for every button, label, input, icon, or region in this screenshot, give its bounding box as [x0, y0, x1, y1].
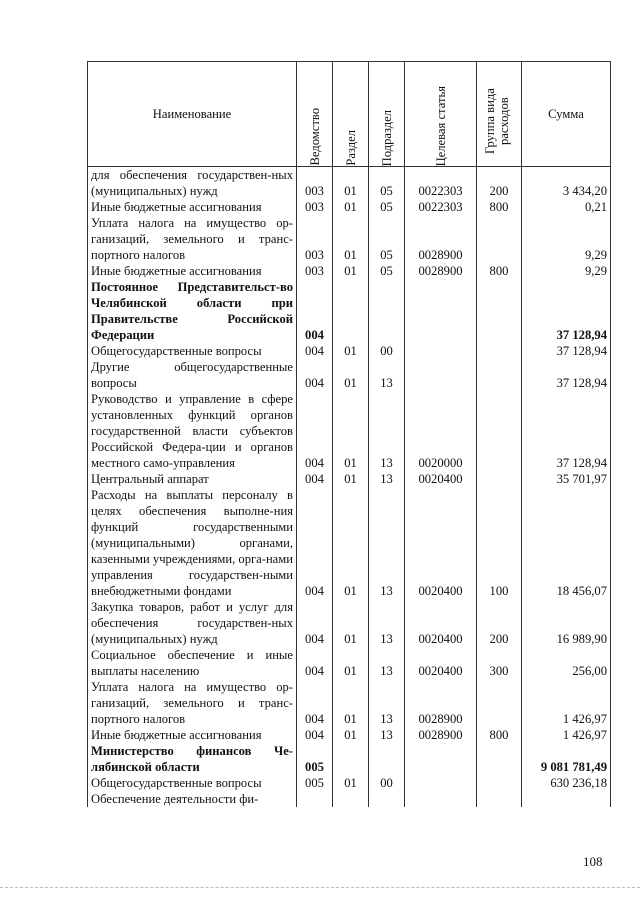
table-row [88, 343, 611, 359]
header-celevaya-label: Целевая статья [433, 85, 448, 166]
cell-celevaya: 0022303 [405, 199, 477, 215]
cell-name: Уплата налога на имущество ор-ганизаций, земельного и транс-портного налогов [88, 679, 297, 727]
cell-name: Обеспечение деятельности фи- [88, 791, 297, 807]
cell-podrazdel: 05 [369, 167, 405, 200]
cell-razdel: 01 [333, 679, 369, 727]
cell-celevaya: 0020400 [405, 487, 477, 599]
cell-podrazdel: 05 [369, 263, 405, 279]
header-name-label: Наименование [152, 107, 232, 121]
header-vedomstvo [297, 62, 333, 167]
cell-summa: 37 128,94 [522, 279, 611, 343]
cell-gruppa [477, 471, 522, 487]
cell-summa: 35 701,97 [522, 471, 611, 487]
cell-podrazdel: 13 [369, 359, 405, 391]
cell-gruppa [477, 279, 522, 343]
cell-podrazdel: 00 [369, 775, 405, 791]
cell-celevaya: 0022303 [405, 167, 477, 200]
cell-vedomstvo: 004 [297, 359, 333, 391]
cell-razdel: 01 [333, 359, 369, 391]
cell-celevaya: 0020400 [405, 647, 477, 679]
cell-name: Министерство финансов Че-лябинской области [88, 743, 297, 775]
cell-summa: 37 128,94 [522, 391, 611, 471]
cell-vedomstvo: 003 [297, 199, 333, 215]
cell-celevaya [405, 343, 477, 359]
cell-celevaya: 0028900 [405, 727, 477, 743]
cell-podrazdel: 13 [369, 647, 405, 679]
cell-summa: 16 989,90 [522, 599, 611, 647]
cell-summa: 1 426,97 [522, 727, 611, 743]
cell-celevaya [405, 775, 477, 791]
cell-razdel: 01 [333, 391, 369, 471]
cell-podrazdel [369, 743, 405, 775]
cell-name: Уплата налога на имущество ор-ганизаций, земельного и транс-портного налогов [88, 215, 297, 263]
cell-gruppa: 100 [477, 487, 522, 599]
budget-table [87, 61, 611, 807]
cell-celevaya [405, 279, 477, 343]
cell-razdel: 01 [333, 487, 369, 599]
cell-name: Общегосударственные вопросы [88, 775, 297, 791]
table-row [88, 743, 611, 775]
header-razdel [333, 62, 369, 167]
table-row [88, 679, 611, 727]
cell-name: Закупка товаров, работ и услуг для обеспечения государствен-ных (муниципальных) нужд [88, 599, 297, 647]
cell-vedomstvo: 004 [297, 679, 333, 727]
cell-name: Иные бюджетные ассигнования [88, 263, 297, 279]
header-name [88, 62, 297, 167]
cell-podrazdel: 05 [369, 199, 405, 215]
cell-gruppa [477, 215, 522, 263]
table-row [88, 279, 611, 343]
cell-summa: 630 236,18 [522, 775, 611, 791]
cell-vedomstvo [297, 791, 333, 807]
cell-celevaya [405, 359, 477, 391]
cell-vedomstvo: 005 [297, 743, 333, 775]
cell-gruppa [477, 359, 522, 391]
cell-vedomstvo: 004 [297, 727, 333, 743]
cell-summa [522, 791, 611, 807]
cell-summa: 37 128,94 [522, 343, 611, 359]
cell-name: Расходы на выплаты персоналу в целях обеспечения выполне-ния функций государственными (муниципальными) органами, казенными учреждениями, орга-нами управления государствен-ными внебюджетными фондами [88, 487, 297, 599]
cell-celevaya [405, 743, 477, 775]
cell-celevaya: 0028900 [405, 215, 477, 263]
cell-name: для обеспечения государствен-ных (муниципальных) нужд [88, 167, 297, 200]
cell-gruppa [477, 391, 522, 471]
header-celevaya [405, 62, 477, 167]
header-summa-label: Сумма [548, 107, 584, 121]
header-summa [522, 62, 611, 167]
cell-summa: 9 081 781,49 [522, 743, 611, 775]
header-podrazdel-label: Подраздел [379, 109, 394, 166]
cell-summa: 9,29 [522, 263, 611, 279]
cell-razdel [333, 791, 369, 807]
cell-vedomstvo: 005 [297, 775, 333, 791]
cell-gruppa [477, 775, 522, 791]
cell-razdel: 01 [333, 471, 369, 487]
cell-gruppa: 800 [477, 727, 522, 743]
cell-vedomstvo: 004 [297, 279, 333, 343]
table-row [88, 167, 611, 200]
cell-vedomstvo: 004 [297, 391, 333, 471]
cell-name: Другие общегосударственные вопросы [88, 359, 297, 391]
table-row [88, 775, 611, 791]
cell-vedomstvo: 004 [297, 599, 333, 647]
cell-razdel: 01 [333, 199, 369, 215]
cell-summa: 9,29 [522, 215, 611, 263]
cell-gruppa: 300 [477, 647, 522, 679]
cell-gruppa: 800 [477, 199, 522, 215]
header-gruppa-label: Группа вида расходов [483, 88, 511, 154]
cell-gruppa: 200 [477, 599, 522, 647]
cell-podrazdel: 13 [369, 599, 405, 647]
cell-gruppa [477, 791, 522, 807]
table-row [88, 263, 611, 279]
cell-vedomstvo: 003 [297, 215, 333, 263]
cell-gruppa [477, 679, 522, 727]
header-gruppa [477, 62, 522, 167]
cell-name: Постоянное Представительст-во Челябинской области при Правительстве Российской Федерации [88, 279, 297, 343]
cell-razdel: 01 [333, 343, 369, 359]
cell-vedomstvo: 003 [297, 167, 333, 200]
cell-gruppa: 800 [477, 263, 522, 279]
header-razdel-label: Раздел [343, 130, 358, 166]
cell-vedomstvo: 003 [297, 263, 333, 279]
cell-name: Иные бюджетные ассигнования [88, 199, 297, 215]
cell-vedomstvo: 004 [297, 343, 333, 359]
cell-podrazdel [369, 279, 405, 343]
cell-name: Иные бюджетные ассигнования [88, 727, 297, 743]
cell-name: Общегосударственные вопросы [88, 343, 297, 359]
cell-summa: 37 128,94 [522, 359, 611, 391]
cell-podrazdel: 00 [369, 343, 405, 359]
table-row [88, 471, 611, 487]
cell-summa: 0,21 [522, 199, 611, 215]
cell-gruppa: 200 [477, 167, 522, 200]
cell-razdel [333, 279, 369, 343]
cell-vedomstvo: 004 [297, 647, 333, 679]
table-row [88, 215, 611, 263]
cell-razdel: 01 [333, 647, 369, 679]
cell-razdel: 01 [333, 215, 369, 263]
cell-razdel [333, 743, 369, 775]
table-row [88, 599, 611, 647]
cell-celevaya [405, 791, 477, 807]
cell-name: Центральный аппарат [88, 471, 297, 487]
table-row [88, 199, 611, 215]
table-row [88, 727, 611, 743]
cell-summa: 256,00 [522, 647, 611, 679]
cell-podrazdel: 13 [369, 471, 405, 487]
cell-celevaya: 0028900 [405, 679, 477, 727]
cell-gruppa [477, 343, 522, 359]
cell-razdel: 01 [333, 727, 369, 743]
cell-celevaya: 0020400 [405, 599, 477, 647]
header-podrazdel [369, 62, 405, 167]
cell-podrazdel: 13 [369, 727, 405, 743]
table-row [88, 647, 611, 679]
header-vedomstvo-label: Ведомство [307, 108, 322, 166]
cell-summa: 3 434,20 [522, 167, 611, 200]
table-header-row [88, 62, 611, 167]
table-row [88, 487, 611, 599]
cell-razdel: 01 [333, 775, 369, 791]
cell-celevaya: 0020400 [405, 471, 477, 487]
cell-podrazdel: 05 [369, 215, 405, 263]
cell-vedomstvo: 004 [297, 487, 333, 599]
cell-razdel: 01 [333, 263, 369, 279]
table-row [88, 391, 611, 471]
cell-summa: 1 426,97 [522, 679, 611, 727]
cell-name: Руководство и управление в сфере установленных функций органов государственной власти субъектов Российской Федера-ции и органов местного само-управления [88, 391, 297, 471]
cell-celevaya: 0020000 [405, 391, 477, 471]
cell-razdel: 01 [333, 599, 369, 647]
cell-vedomstvo: 004 [297, 471, 333, 487]
cell-summa: 18 456,07 [522, 487, 611, 599]
table-row [88, 791, 611, 807]
cell-podrazdel: 13 [369, 679, 405, 727]
cell-celevaya: 0028900 [405, 263, 477, 279]
cell-podrazdel [369, 791, 405, 807]
footer-divider [0, 887, 640, 888]
table-body [88, 167, 611, 808]
cell-name: Социальное обеспечение и иные выплаты населению [88, 647, 297, 679]
cell-podrazdel: 13 [369, 391, 405, 471]
table-row [88, 359, 611, 391]
cell-podrazdel: 13 [369, 487, 405, 599]
cell-gruppa [477, 743, 522, 775]
cell-razdel: 01 [333, 167, 369, 200]
page-number: 108 [583, 854, 603, 869]
